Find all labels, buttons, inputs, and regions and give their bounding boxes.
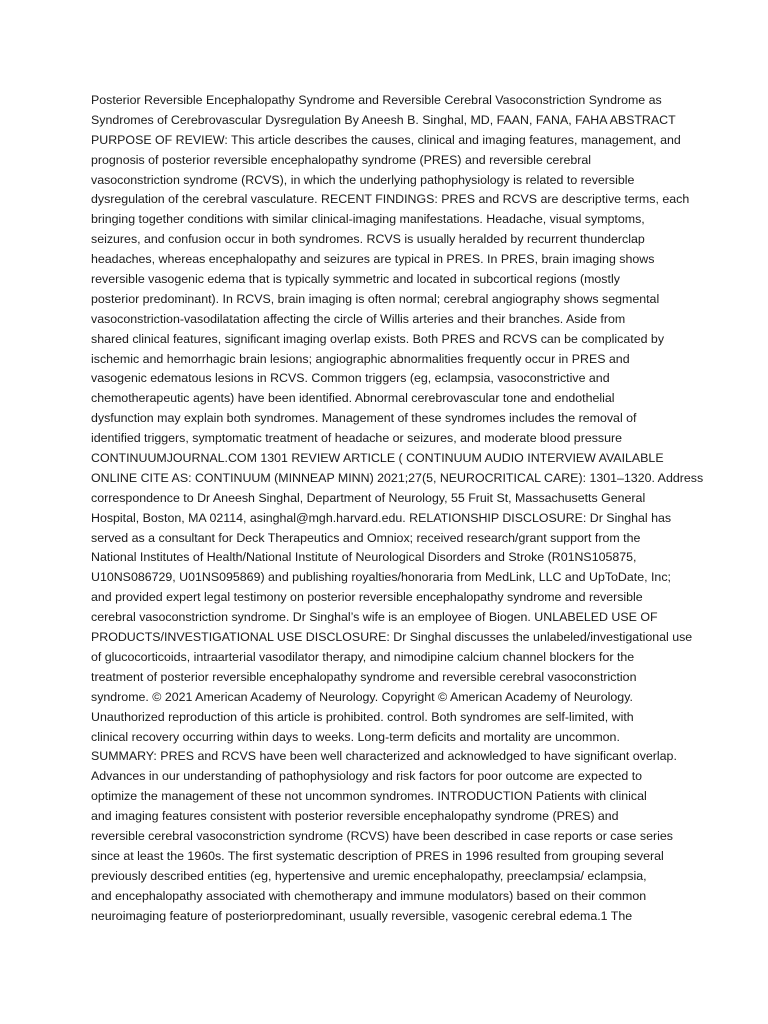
- text-line: reversible cerebral vasoconstriction syndrome (RCVS) have been described in case reports or case series: [91, 828, 673, 843]
- text-line: ONLINE CITE AS: CONTINUUM (MINNEAP MINN) 2021;27(5, NEUROCRITICAL CARE): 1301–1320. Address: [91, 470, 704, 485]
- text-line: seizures, and confusion occur in both syndromes. RCVS is usually heralded by recurrent thunderclap: [91, 232, 645, 247]
- text-line: clinical recovery occurring within days to weeks. Long-term deficits and mortality are uncommon.: [91, 729, 620, 744]
- text-line: of glucocorticoids, intraarterial vasodilator therapy, and nimodipine calcium channel blockers for the: [91, 649, 635, 664]
- text-line: chemotherapeutic agents) have been identified. Abnormal cerebrovascular tone and endothelial: [91, 391, 615, 406]
- text-line: Syndromes of Cerebrovascular Dysregulation By Aneesh B. Singhal, MD, FAAN, FANA, FAHA ABSTRACT: [91, 112, 676, 127]
- text-line: Posterior Reversible Encephalopathy Syndrome and Reversible Cerebral Vasoconstriction Syndrome as: [91, 93, 662, 107]
- text-line: neuroimaging feature of posteriorpredominant, usually reversible, vasogenic cerebral edema.1 The: [91, 908, 633, 923]
- text-line: syndrome. © 2021 American Academy of Neurology. Copyright © American Academy of Neurology.: [91, 689, 633, 704]
- text-line: identified triggers, symptomatic treatment of headache or seizures, and moderate blood pressure: [91, 431, 623, 446]
- article-text: [91, 91, 704, 926]
- text-line: U10NS086729, U01NS095869) and publishing royalties/honoraria from MedLink, LLC and UpToDate, Inc;: [91, 570, 671, 585]
- text-line: CONTINUUMJOURNAL.COM 1301 REVIEW ARTICLE ( CONTINUUM AUDIO INTERVIEW AVAILABLE: [91, 451, 664, 466]
- text-line: reversible vasogenic edema that is typically symmetric and located in subcortical regions (mostly: [91, 272, 620, 287]
- text-line: posterior predominant). In RCVS, brain imaging is often normal; cerebral angiography shows segmental: [91, 291, 660, 306]
- text-line: treatment of posterior reversible encephalopathy syndrome and reversible cerebral vasoconstriction: [91, 669, 637, 684]
- text-line: cerebral vasoconstriction syndrome. Dr Singhal’s wife is an employee of Biogen. UNLABELED USE OF: [91, 610, 658, 625]
- text-line: Unauthorized reproduction of this article is prohibited. control. Both syndromes are self-limited, with: [91, 709, 634, 724]
- text-line: and encephalopathy associated with chemotherapy and immune modulators) based on their common: [91, 888, 647, 903]
- text-line: optimize the management of these not uncommon syndromes. INTRODUCTION Patients with clinical: [91, 789, 647, 804]
- text-line: PRODUCTS/INVESTIGATIONAL USE DISCLOSURE: Dr Singhal discusses the unlabeled/investigational use: [91, 630, 693, 645]
- text-line: vasoconstriction-vasodilatation affecting the circle of Willis arteries and their branches. Aside from: [91, 311, 626, 326]
- text-line: prognosis of posterior reversible encephalopathy syndrome (PRES) and reversible cerebral: [91, 152, 592, 167]
- text-line: and imaging features consistent with posterior reversible encephalopathy syndrome (PRES) and: [91, 809, 619, 824]
- text-line: dysfunction may explain both syndromes. Management of these syndromes includes the removal of: [91, 411, 637, 426]
- text-line: National Institutes of Health/National Institute of Neurological Disorders and Stroke (R01NS105875,: [91, 550, 637, 565]
- text-line: bringing together conditions with similar clinical-imaging manifestations. Headache, visual symptoms,: [91, 212, 645, 227]
- text-line: SUMMARY: PRES and RCVS have been well characterized and acknowledged to have significant overlap.: [91, 749, 677, 764]
- text-line: vasogenic edematous lesions in RCVS. Common triggers (eg, eclampsia, vasoconstrictive and: [91, 371, 610, 386]
- text-line: previously described entities (eg, hypertensive and uremic encephalopathy, preeclampsia/ eclampsia,: [91, 868, 647, 883]
- text-line: Advances in our understanding of pathophysiology and risk factors for poor outcome are expected to: [91, 769, 643, 784]
- text-line: served as a consultant for Deck Therapeutics and Omniox; received research/grant support from the: [91, 530, 641, 545]
- text-line: headaches, whereas encephalopathy and seizures are typical in PRES. In PRES, brain imaging shows: [91, 252, 655, 267]
- text-line: PURPOSE OF REVIEW: This article describes the causes, clinical and imaging features, management, and: [91, 132, 681, 147]
- text-line: shared clinical features, significant imaging overlap exists. Both PRES and RCVS can be complicated by: [91, 331, 665, 346]
- text-line: ischemic and hemorrhagic brain lesions; angiographic abnormalities frequently occur in PRES and: [91, 351, 630, 366]
- text-line: since at least the 1960s. The first systematic description of PRES in 1996 resulted from grouping several: [91, 848, 664, 863]
- text-line: dysregulation of the cerebral vasculature. RECENT FINDINGS: PRES and RCVS are descriptive terms, each: [91, 192, 690, 207]
- text-line: and provided expert legal testimony on posterior reversible encephalopathy syndrome and reversible: [91, 590, 643, 605]
- text-line: vasoconstriction syndrome (RCVS), in which the underlying pathophysiology is related to reversible: [91, 172, 635, 187]
- text-line: correspondence to Dr Aneesh Singhal, Department of Neurology, 55 Fruit St, Massachusetts General: [91, 490, 646, 505]
- text-line: Hospital, Boston, MA 02114, asinghal@mgh.harvard.edu. RELATIONSHIP DISCLOSURE: Dr Singhal has: [91, 510, 672, 525]
